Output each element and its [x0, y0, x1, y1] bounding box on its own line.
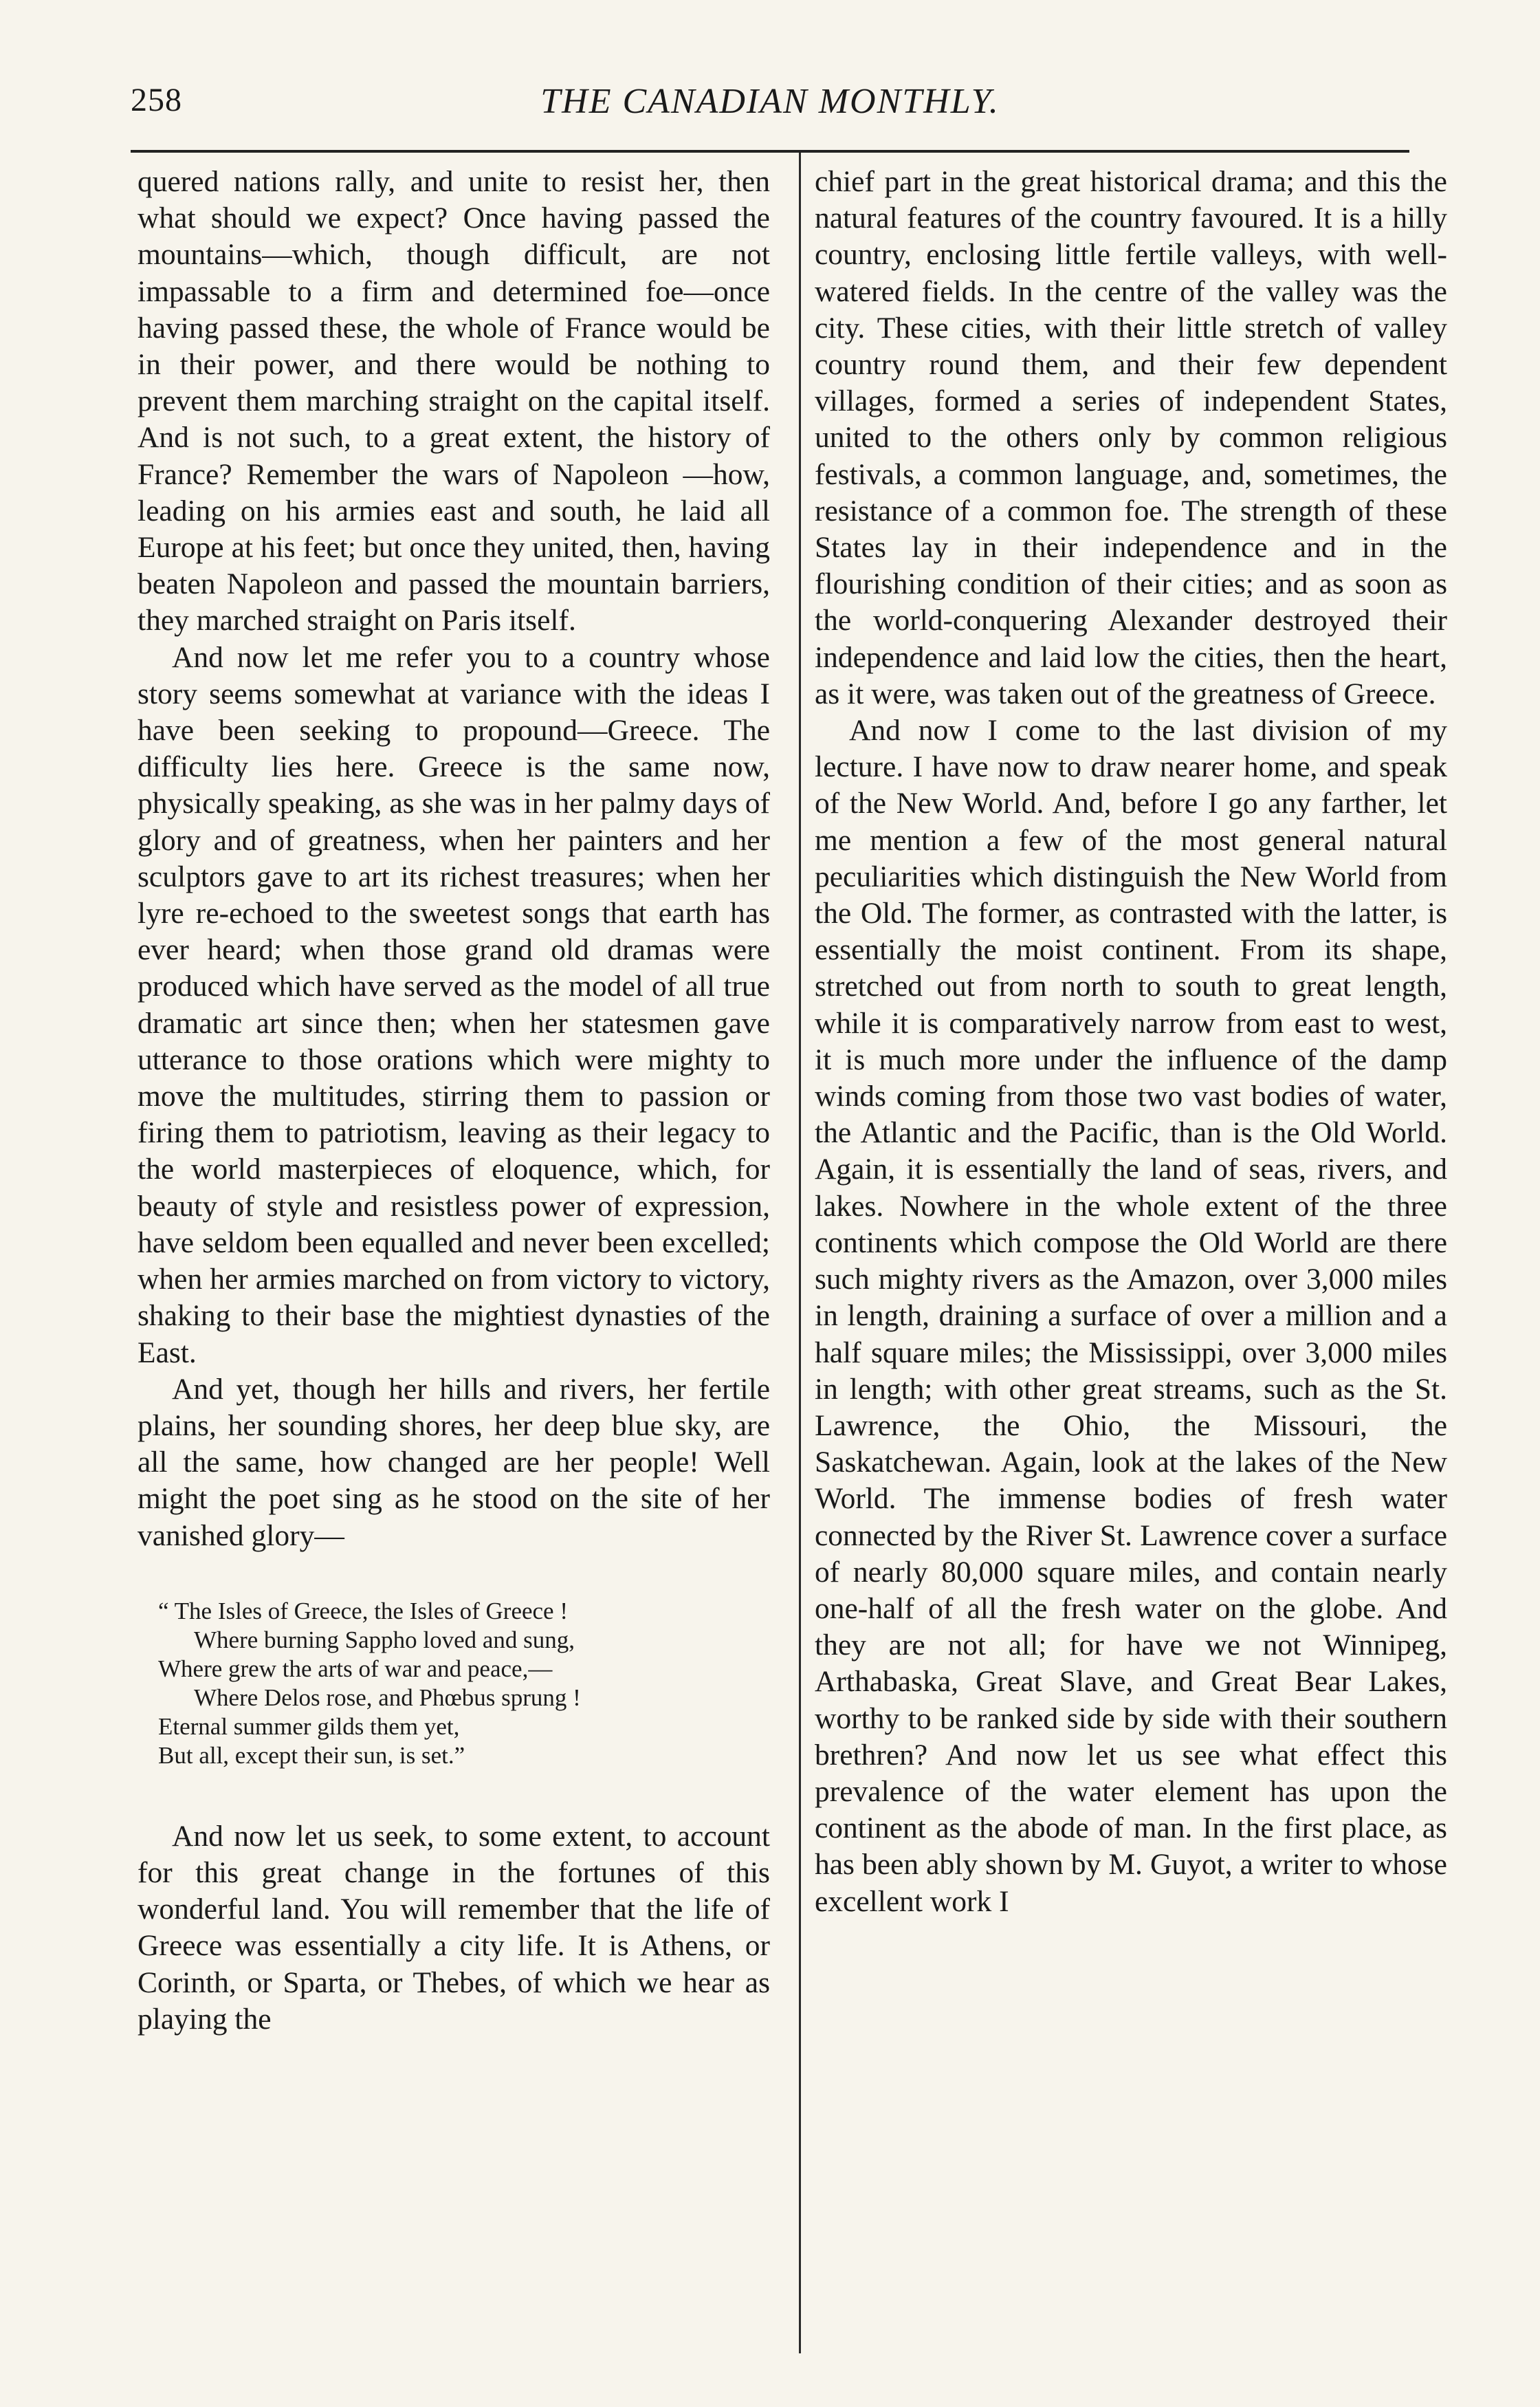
poem-line: “ The Isles of Greece, the Isles of Greece !	[158, 1597, 568, 1624]
paragraph: chief part in the great historical drama; and this the natural features of the country favoured. It is a hilly country, enclosing little fertile valleys, with well-watered fields. In the centre of the valley was the city. These cities, with their little stretch of valley country round them, and their few dependent villages, formed a series of independent States, united to the others only by common religious festivals, a common language, and, sometimes, the resistance of a common foe. The strength of these States lay in their independence and in the flourishing condition of their cities; and as soon as the world-conquering Alexander destroyed their independence and laid low the cities, then the heart, as it were, was taken out of the greatness of Greece.	[815, 165, 1447, 710]
poem-line: Where Delos rose, and Phœbus sprung !	[194, 1684, 581, 1711]
poem-quote	[158, 1597, 770, 1770]
poem-line: Eternal summer gilds them yet,	[158, 1712, 460, 1740]
poem-line: But all, except their sun, is set.”	[158, 1741, 465, 1769]
paragraph: And now let us seek, to some extent, to account for this great change in the fortunes of this wonderful land. You will remember that the life of Greece was essentially a city life. It is Athens, or Corinth, or Sparta, or Thebes, of which we hear as playing the	[138, 1819, 770, 2036]
poem-line: Where grew the arts of war and peace,—	[158, 1655, 553, 1682]
left-column	[138, 164, 770, 2038]
poem-line: Where burning Sappho loved and sung,	[194, 1626, 575, 1653]
paragraph: And now let me refer you to a country whose story seems somewhat at variance with the ideas I have been seeking to propound—Greece. The difficulty lies here. Greece is the same now, physically speaking, as she was in her palmy days of glory and of greatness, when her painters and her sculptors gave to art its richest treasures; when her lyre re-echoed to the sweetest songs that earth has ever heard; when those grand old dramas were produced which have served as the model of all true dramatic art since then; when her statesmen gave utterance to those orations which were mighty to move the multitudes, stirring them to passion or firing them to patriotism, leaving as their legacy to the world masterpieces of eloquence, which, for beauty of style and resistless power of expression, have seldom been equalled and never been excelled; when her armies marched on from victory to victory, shaking to their base the mightiest dynasties of the East.	[138, 640, 770, 1369]
page-number: 258	[131, 82, 182, 118]
header-rule	[131, 150, 1409, 153]
running-title: THE CANADIAN MONTHLY.	[540, 82, 1000, 121]
page-header	[131, 76, 1409, 131]
paragraph: And yet, though her hills and rivers, her fertile plains, her sounding shores, her deep blue sky, are all the same, how changed are her people! Well might the poet sing as he stood on the site of her vanished glory—	[138, 1372, 770, 1552]
column-divider	[799, 153, 801, 2353]
paragraph: quered nations rally, and unite to resist her, then what should we expect? Once having passed the mountains—which, though difficult, are not impassable to a firm and determined foe—once having passed these, the whole of France would be in their power, and there would be nothing to prevent them marching straight on the capital itself. And is not such, to a great extent, the history of France? Remember the wars of Napoleon —how, leading on his armies east and south, he laid all Europe at his feet; but once they united, then, having beaten Napoleon and passed the mountain barriers, they marched straight on Paris itself.	[138, 165, 770, 638]
paragraph: And now I come to the last division of my lecture. I have now to draw nearer home, and speak of the New World. And, before I go any farther, let me mention a few of the most general natural peculiarities which distinguish the New World from the Old. The former, as contrasted with the latter, is essentially the moist continent. From its shape, stretched out from north to south to great length, while it is comparatively narrow from east to west, it is much more under the influence of the damp winds coming from those two vast bodies of water, the Atlantic and the Pacific, than is the Old World. Again, it is essentially the land of seas, rivers, and lakes. Nowhere in the whole extent of the three continents which compose the Old World are there such mighty rivers as the Amazon, over 3,000 miles in length, draining a surface of over a million and a half square miles; the Mississippi, over 3,000 miles in length; with other great streams, such as the St. Lawrence, the Ohio, the Missouri, the Saskatchewan. Again, look at the lakes of the New World. The immense bodies of fresh water connected by the River St. Lawrence cover a surface of nearly 80,000 square miles, and contain nearly one-half of all the fresh water on the globe. And they are not all; for have we not Winnipeg, Arthabaska, Great Slave, and Great Bear Lakes, worthy to be ranked side by side with their southern brethren? And now let us see what effect this prevalence of the water element has upon the continent as the abode of man. In the first place, as has been ably shown by M. Guyot, a writer to whose excellent work I	[815, 714, 1447, 1918]
right-column	[815, 164, 1447, 1920]
